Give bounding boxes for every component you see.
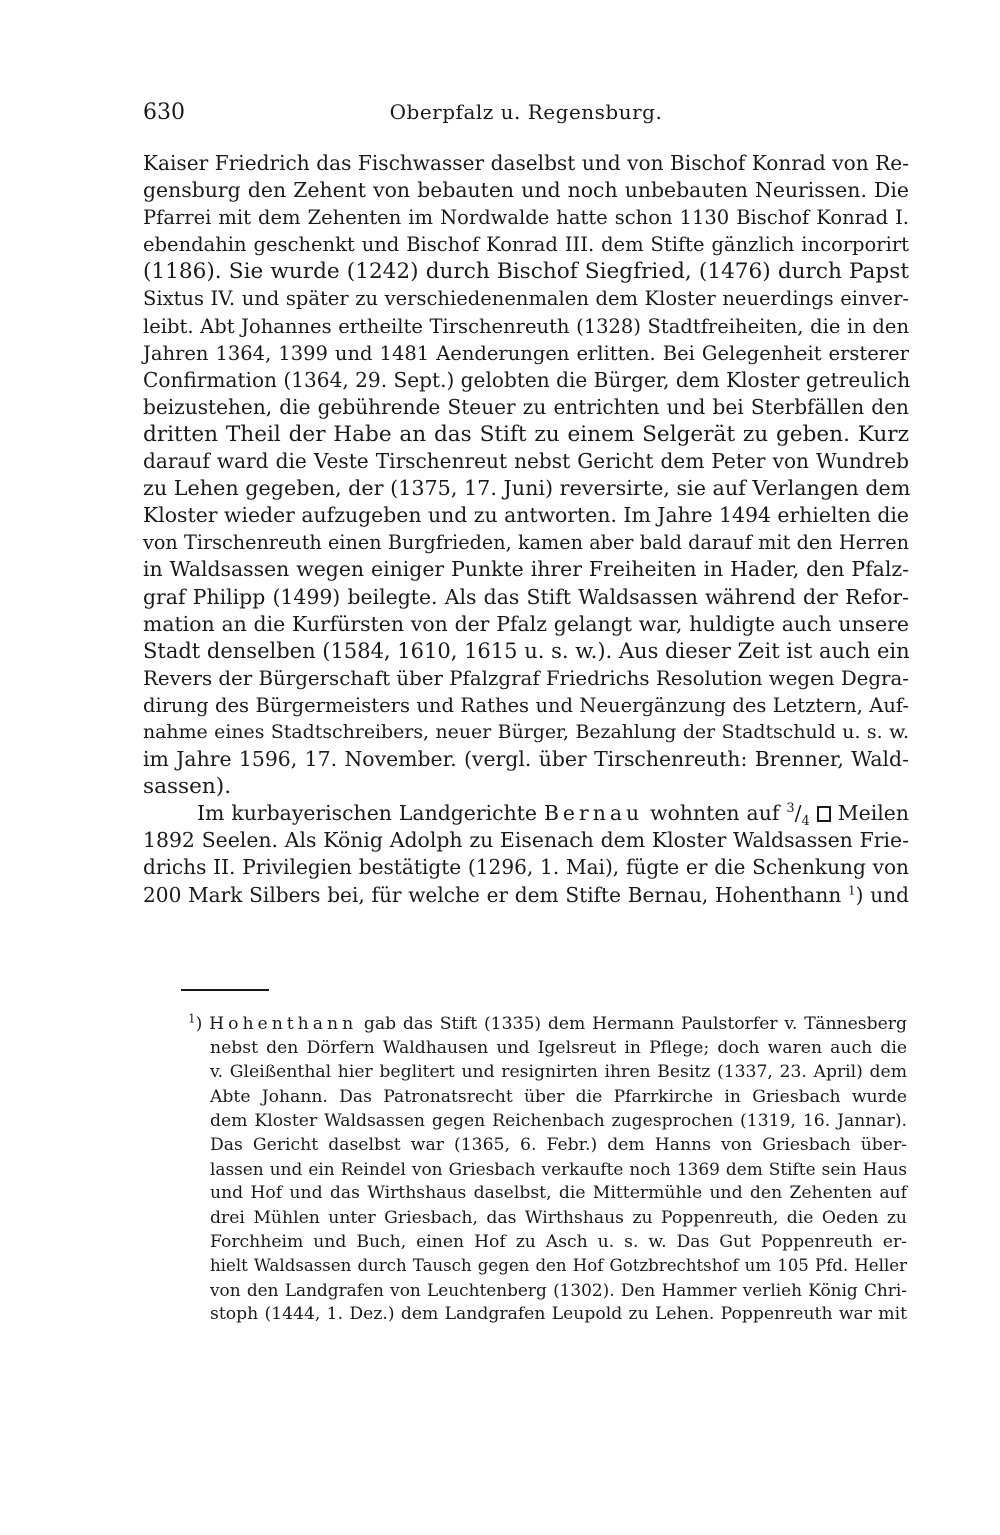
body-line: Kaiser Friedrich das Fischwasser daselbst und von Bischof Konrad von Re- — [143, 151, 909, 175]
footnote-line: $^1$) Hohenthann gab das Stift (1335) dem Hermann Paulstorfer v. Tännesberg — [188, 1011, 907, 1034]
footnote-line: stoph (1444, 1. Dez.) dem Landgrafen Leupold zu Lehen. Poppenreuth war mit — [210, 1304, 907, 1325]
paragraph-start-line: Im kurbayerischen Landgerichte Bernau wohnten auf $^3/_4$ Meilen — [197, 801, 909, 830]
footnote-mark: 1 — [188, 1011, 196, 1026]
body-line: Jahren 1364, 1399 und 1481 Aenderungen erlitten. Bei Gelegenheit ersterer — [143, 341, 909, 365]
body-line: Sixtus IV. und später zu verschiedenenmalen dem Kloster neuerdings einver- — [143, 287, 909, 311]
footnote-name: Hohenthann — [209, 1014, 358, 1034]
body-line: leibt. Abt Johannes ertheilte Tirschenreuth (1328) Stadtfreiheiten, die in den — [143, 314, 909, 338]
place-name: Bernau — [543, 801, 644, 826]
body-line: graf Philipp (1499) beilegte. Als das Stift Waldsassen während der Refor- — [143, 584, 909, 609]
body-line: drichs II. Privilegien bestätigte (1296, 1. Mai), fügte er die Schenkung von — [143, 855, 909, 880]
para-text: Meilen — [837, 801, 909, 826]
footnote-line: lassen und ein Reindel von Griesbach verkaufte noch 1369 dem Stifte sein Haus — [210, 1159, 907, 1180]
footnote-line: Abte Johann. Das Patronatsrecht über die Pfarrkirche in Griesbach wurde — [210, 1086, 907, 1107]
running-title: Oberpfalz u. Regensburg. — [389, 100, 663, 124]
footnote-line: v. Gleißenthal hier beglitert und resignirten ihren Besitz (1337, 23. April) dem — [210, 1062, 907, 1083]
footnote-line: hielt Waldsassen durch Tausch gegen den Hof Gotzbrechtshof um 105 Pfd. Heller — [210, 1255, 907, 1275]
body-line — [143, 882, 909, 909]
body-line: (1186). Sie wurde (1242) durch Bischof Siegfried, (1476) durch Papst — [143, 259, 909, 285]
footnote — [188, 1011, 907, 1326]
footnote-line: drei Mühlen unter Griesbach, das Wirthshaus zu Poppenreuth, die Oeden zu — [210, 1207, 907, 1228]
square-symbol-icon — [817, 806, 831, 822]
para-text: 200 Mark Silbers bei, für welche er dem Stifte Bernau, Hohenthann — [143, 882, 842, 907]
body-line: dirung des Bürgermeisters und Rathes und Neuergänzung des Letztern, Auf- — [143, 693, 909, 717]
footnote-line: von den Landgrafen von Leuchtenberg (1302). Den Hammer verlieh König Chri- — [210, 1280, 907, 1301]
footnote-line: und Hof und das Wirthshaus daselbst, die Mittermühle und den Zehenten auf — [210, 1183, 907, 1204]
body-line: Kloster wieder aufzugeben und zu antworten. Im Jahre 1494 erhielten die — [143, 503, 909, 528]
body-line: in Waldsassen wegen einiger Punkte ihrer Freiheiten in Hader, den Pfalz- — [143, 557, 909, 582]
body-text — [143, 150, 909, 909]
fraction-denominator: 4 — [801, 814, 810, 830]
footnote-text: gab das Stift (1335) dem Hermann Paulstorfer v. Tännesberg — [363, 1014, 907, 1034]
body-line: darauf ward die Veste Tirschenreut nebst Gericht dem Peter von Wundreb — [143, 449, 909, 474]
footnote-divider — [181, 989, 269, 991]
para-text: wohnten auf — [650, 801, 780, 826]
body-line: 1892 Seelen. Als König Adolph zu Eisenach dem Kloster Waldsassen Frie- — [143, 828, 909, 853]
page-number: 630 — [143, 100, 185, 125]
para-text: Im kurbayerischen Landgerichte — [197, 801, 537, 826]
body-line: Confirmation (1364, 29. Sept.) gelobten die Bürger, dem Kloster getreulich — [143, 367, 911, 392]
footnote-line: Das Gericht daselbst war (1365, 6. Febr.) dem Hanns von Griesbach über- — [210, 1134, 907, 1155]
body-line: mation an die Kurfürsten von der Pfalz gelangt war, huldigte auch unsere — [143, 611, 909, 636]
body-line: gensburg den Zehent von bebauten und noch unbebauten Neurissen. Die — [143, 178, 909, 203]
body-line: ebendahin geschenkt und Bischof Konrad III. dem Stifte gänzlich incorporirt — [143, 233, 909, 257]
footnote-line: Forchheim und Buch, einen Hof zu Asch u. s. w. Das Gut Poppenreuth er- — [210, 1231, 907, 1252]
page-header — [143, 98, 909, 132]
footnote-reference: 1 — [848, 882, 856, 897]
para-text: ) und — [855, 882, 909, 907]
body-line: zu Lehen gegeben, der (1375, 17. Juni) reversirte, sie auf Verlangen dem — [143, 476, 911, 501]
body-line: Revers der Bürgerschaft über Pfalzgraf Friedrichs Resolution wegen Degra- — [143, 666, 909, 690]
body-line: sassen). — [143, 774, 232, 800]
fraction-numerator: 3 — [786, 801, 795, 817]
body-line: beizustehen, die gebührende Steuer zu entrichten und bei Sterbfällen den — [143, 394, 909, 419]
body-line: Stadt denselben (1584, 1610, 1615 u. s. w.). Aus dieser Zeit ist auch ein — [143, 638, 910, 663]
body-line: nahme eines Stadtschreibers, neuer Bürger, Bezahlung der Stadtschuld u. s. w. — [143, 720, 909, 743]
footnote-line: nebst den Dörfern Waldhausen und Igelsreut in Pflege; doch waren auch die — [210, 1038, 907, 1059]
footnote-line: dem Kloster Waldsassen gegen Reichenbach zugesprochen (1319, 16. Jannar). — [210, 1110, 907, 1131]
body-line: im Jahre 1596, 17. November. (vergl. über Tirschenreuth: Brenner, Wald- — [143, 747, 909, 772]
body-line: Pfarrei mit dem Zehenten im Nordwalde hatte schon 1130 Bischof Konrad I. — [143, 206, 909, 230]
body-line: von Tirschenreuth einen Burgfrieden, kamen aber bald darauf mit den Herren — [143, 531, 909, 555]
body-line: dritten Theil der Habe an das Stift zu einem Selgerät zu geben. Kurz — [143, 421, 909, 447]
